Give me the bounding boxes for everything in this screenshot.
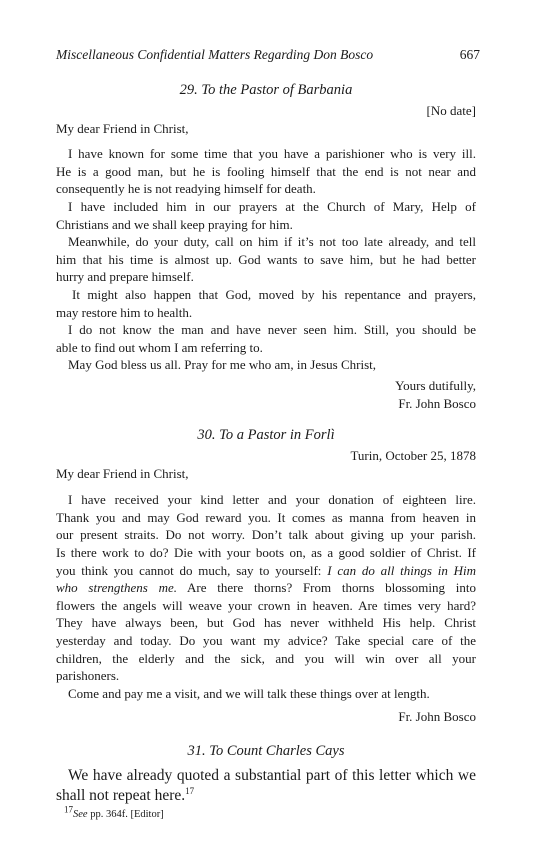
letter-31-body [56, 766, 476, 806]
text-line: you think you cannot do much, say to yourself: I can do all things in Him [56, 562, 476, 578]
text-line: shall not repeat here.$^{17}$ [56, 785, 195, 804]
text-line: We have already quoted a substantial part of this letter which we [68, 767, 476, 784]
text-line: consequently he is not readying himself for death. [56, 181, 316, 197]
text-line: Is there work to do? Die with your boots on, as a good soldier of Christ. If [56, 545, 476, 561]
text-line: parishoners. [56, 668, 120, 684]
letter-29 [56, 81, 476, 412]
text-line: Thank you and may God reward you. It comes as manna from heaven in [56, 509, 476, 525]
document-page [56, 46, 480, 822]
scripture-quote: I can do all things in Him [327, 562, 476, 578]
text-line: him that his time is almost up. God wants to save him, but he had better [56, 251, 476, 267]
text-line: Christians and we shall keep praying for him. [56, 216, 293, 232]
text-line: I do not know the man and have never seen him. Still, you should be [68, 322, 476, 338]
text-line: May God bless us all. Pray for me who am, in Jesus Christ, [68, 357, 377, 373]
page-number: 667 [459, 47, 480, 62]
text-line: They have always been, but God has never withheld His help. Christ [56, 615, 476, 631]
letter-29-title: 29. To the Pastor of Barbania [179, 82, 353, 98]
text-line: I have received your kind letter and your donation of eighteen lire. [68, 492, 476, 508]
text-line: yesterday and today. Do you want my advice? Take special care of the [56, 633, 476, 649]
text-line: It might also happen that God, moved by his repentance and prayers, [72, 286, 476, 302]
text-line: children, the elderly and the sick, and you will win over all your [56, 650, 476, 666]
letter-31-title: 31. To Count Charles Cays [187, 743, 345, 759]
text-line: Meanwhile, do your duty, call on him if it’s not too late already, and tell [68, 234, 476, 250]
text-line: Come and pay me a visit, and we will talk these things over at length. [68, 685, 430, 701]
letter-29-date: [No date] [426, 103, 476, 118]
footnote-marker: 17 [185, 785, 195, 796]
text-line: flowers the angels will weave your crown in heaven. Are times very hard? [56, 597, 476, 613]
running-title: Miscellaneous Confidential Matters Regarding Don Bosco [56, 47, 374, 62]
letter-30-body [56, 491, 476, 702]
letter-31 [56, 742, 476, 822]
letter-30-signature: Fr. John Bosco [398, 709, 476, 725]
letter-29-closing: Yours dutifully, [395, 377, 476, 393]
text-line: He is a good man, but he is fooling himself that the end is not near and [56, 163, 476, 179]
letter-30-date: Turin, October 25, 1878 [350, 448, 476, 464]
letter-30 [56, 426, 476, 726]
letter-29-body [56, 145, 476, 374]
text-line: I have known for some time that you have a parishioner who is very ill. [68, 146, 476, 162]
text-line: who strengthens me. Are there thorns? From thorns blossoming into [56, 580, 476, 596]
text-line: our present straits. Do not worry. Don’t talk about giving up your parish. [56, 527, 476, 543]
letter-29-salutation: My dear Friend in Christ, [56, 120, 189, 136]
text-line: may restore him to health. [56, 304, 193, 320]
footnote: $^{17}$See pp. 364f. [Editor] [64, 804, 164, 820]
footnote-number: 17 [64, 804, 73, 815]
letter-30-salutation: My dear Friend in Christ, [56, 465, 189, 481]
scripture-quote: who strengthens me. [56, 580, 177, 596]
running-header [56, 46, 480, 64]
text-line: I have included him in our prayers at the Church of Mary, Help of [68, 198, 476, 214]
letter-30-title: 30. To a Pastor in Forlì [197, 427, 335, 444]
letter-29-signature: Fr. John Bosco [398, 395, 476, 411]
text-line: hurry and prepare himself. [56, 269, 194, 285]
text-line: able to find out whom I am referring to. [56, 339, 263, 355]
